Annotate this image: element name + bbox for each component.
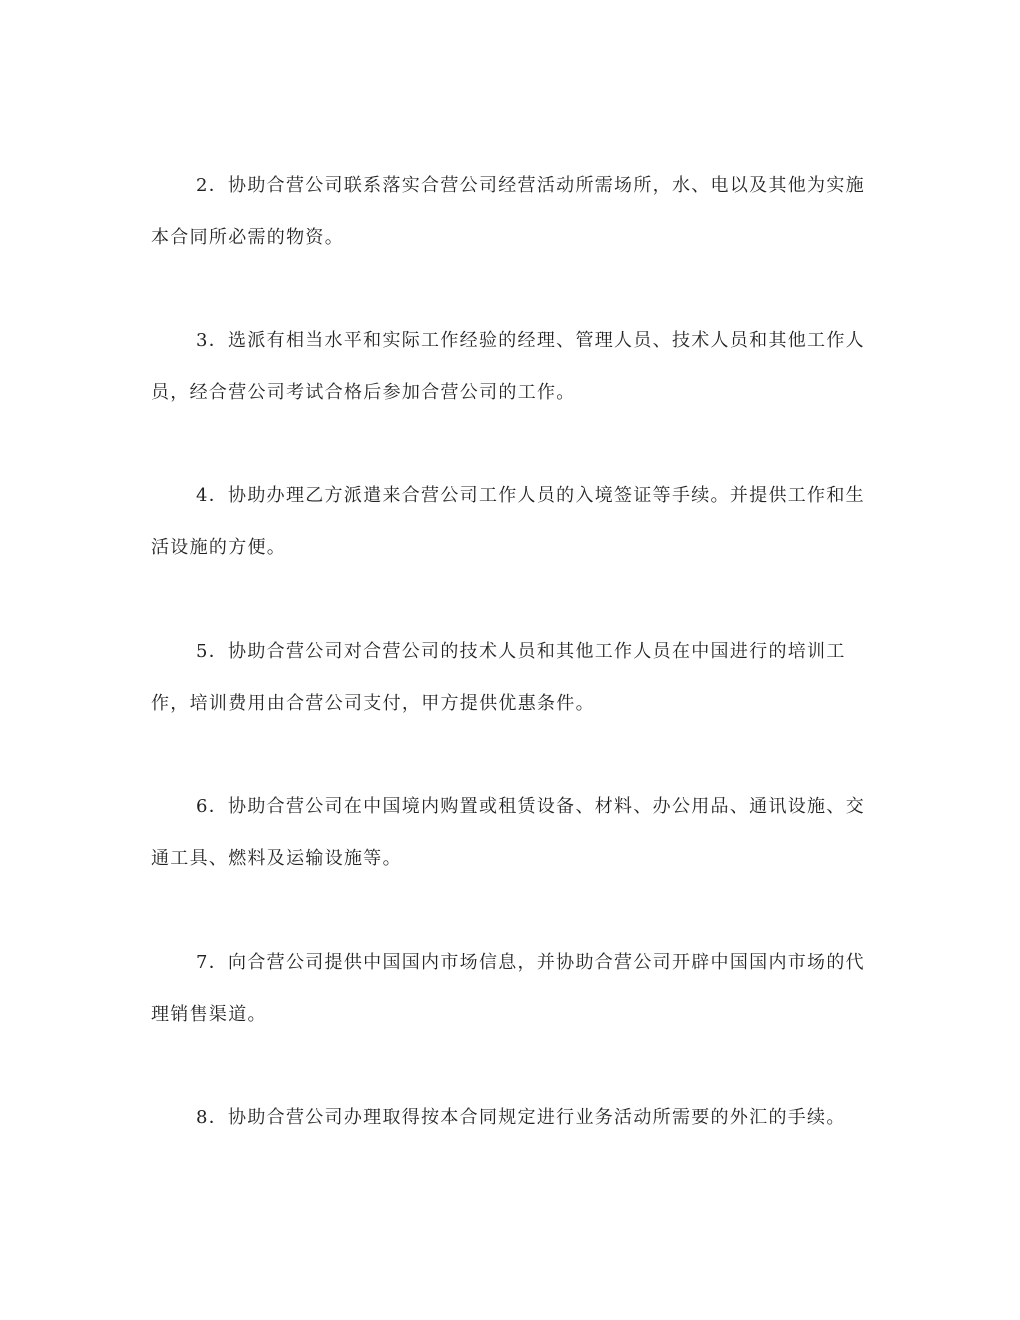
- clause-4: 4．协助办理乙方派遣来合营公司工作人员的入境签证等手续。并提供工作和生活设施的方便。: [151, 485, 865, 558]
- clause-2: 2．协助合营公司联系落实合营公司经营活动所需场所，水、电以及其他为实施本合同所必需的物资。: [151, 175, 865, 248]
- clause-8: 8．协助合营公司办理取得按本合同规定进行业务活动所需要的外汇的手续。: [196, 1107, 846, 1128]
- clause-7: 7．向合营公司提供中国国内市场信息，并协助合营公司开辟中国国内市场的代理销售渠道。: [151, 952, 865, 1025]
- clause-3: 3．选派有相当水平和实际工作经验的经理、管理人员、技术人员和其他工作人员，经合营公司考试合格后参加合营公司的工作。: [151, 330, 865, 403]
- clause-6: 6．协助合营公司在中国境内购置或租赁设备、材料、办公用品、通讯设施、交通工具、燃料及运输设施等。: [151, 796, 865, 869]
- clause-5: 5．协助合营公司对合营公司的技术人员和其他工作人员在中国进行的培训工作，培训费用由合营公司支付，甲方提供优惠条件。: [151, 641, 846, 714]
